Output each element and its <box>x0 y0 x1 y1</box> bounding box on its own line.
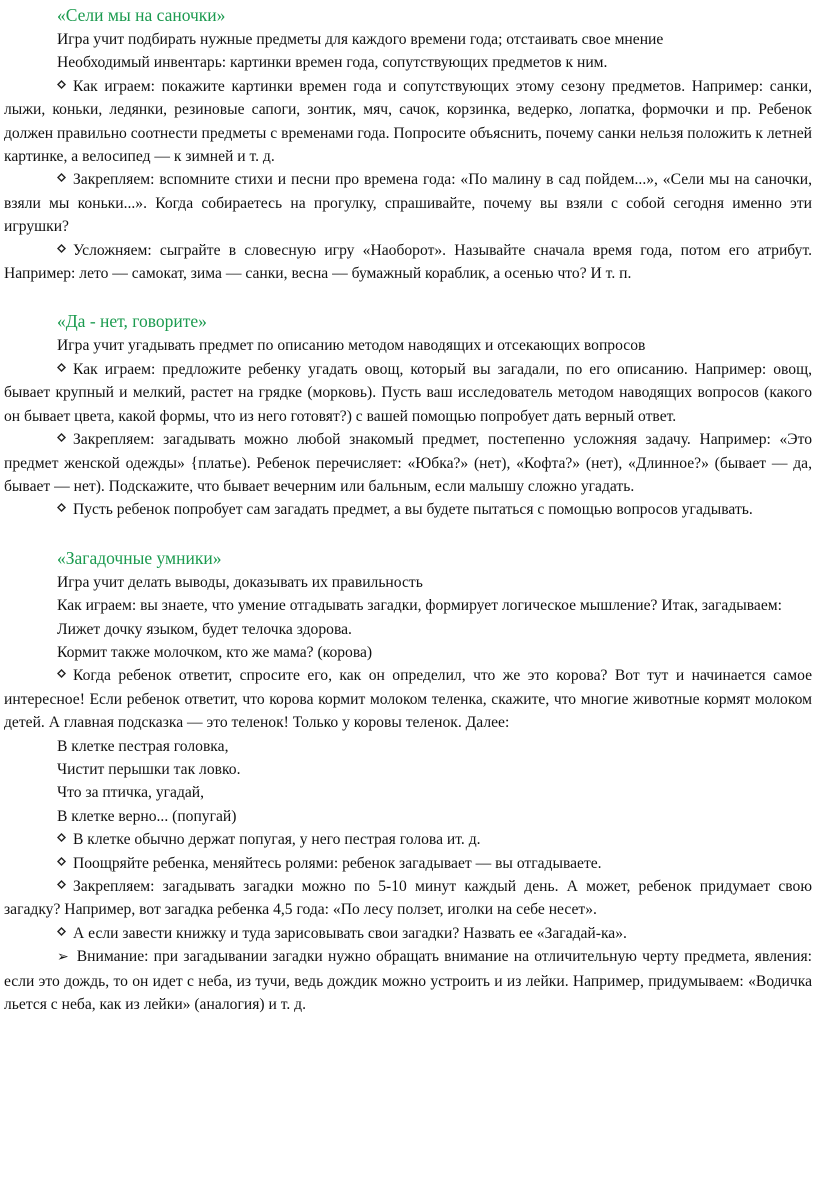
diamond-bullet-icon <box>57 927 66 936</box>
riddle-line: Что за птичка, угадай, <box>57 784 205 802</box>
paragraph-parrot-explain: В клетке обычно держат попугая, у него пестрая голова ит. д. <box>57 828 812 851</box>
diamond-bullet-icon <box>57 880 66 889</box>
inventory-line: Необходимый инвентарь: картинки времен года, сопутствующих предметов к ним. <box>57 54 608 72</box>
riddle-line: В клетке верно... (попугай) <box>57 807 237 825</box>
section-sanochki <box>0 2 816 285</box>
diamond-bullet-icon <box>57 80 66 89</box>
game-goal: Игра учит угадывать предмет по описанию методом наводящих и отсекающих вопросов <box>57 337 646 355</box>
paragraph-how-to-play: Как играем: покажите картинки времен года и сопутствующих этому сезону предметов. Например: санки, лыжи, коньки, ледянки, резиновые сапоги, зонтик, мяч, сачок, корзинка, ведерко, лопатка, формочки и пр. Ребенок должен правильно соотнести предметы с временами года. Попросите объяснить, почему санки нельзя положить к летней картинке, а велосипед — к зимней и т. д. <box>4 77 812 166</box>
paragraph-swap-roles: Поощряйте ребенка, меняйтесь ролями: ребенок загадывает — вы отгадываете. <box>57 852 812 875</box>
paragraph-attention: ➢ Внимание: при загадывании загадки нужно обращать внимание на отличительную черту предмета, явления: если это дождь, то он идет с неба, из тучи, ведь дождик можно устроить и из лейки. Например, придумываем: «Водичка льется с неба, как из лейки» (аналогия) и т. д. <box>4 948 812 1014</box>
paragraph-child-guess: Пусть ребенок попробует сам загадать предмет, а вы будете пытаться с помощью вопросов угадывать. <box>4 498 812 521</box>
paragraph-how-to-play: Как играем: вы знаете, что умение отгадывать загадки, формирует логическое мышление? Итак, загадываем: <box>57 597 782 615</box>
diamond-bullet-icon <box>57 833 66 842</box>
diamond-bullet-icon <box>57 244 66 253</box>
paragraph-complicate: Усложняем: сыграйте в словесную игру «Наоборот». Называйте сначала время года, потом его атрибут. Например: лето — самокат, зима — санки, весна — бумажный кораблик, а осенью что? И т. п. <box>4 241 812 283</box>
paragraph-reinforce: Закрепляем: загадывать можно любой знакомый предмет, постепенно усложняя задачу. Например: «Это предмет женской одежды» {платье). Ребенок перечисляет: «Юбка?» (нет), «Кофта?» (нет), «Длинное?» (бывает — да, бывает — нет). Подскажите, что бывает вечерним или бальным, если малышу сложно угадать. <box>4 431 812 495</box>
paragraph-riddle-book: А если завести книжку и туда зарисовывать свои загадки? Назвать ее «Загадай-ка». <box>57 922 812 945</box>
riddle-parrot <box>57 735 812 829</box>
riddle-line: Кормит также молочком, кто же мама? (корова) <box>57 643 373 661</box>
section-title: «Сели мы на саночки» <box>57 5 226 25</box>
diamond-bullet-icon <box>57 363 66 372</box>
paragraph-reinforce: Закрепляем: загадывать загадки можно по 5-10 минут каждый день. А может, ребенок придумает свою загадку? Например, вот загадка ребенка 4,5 года: «По лесу ползет, иголки на себе несет». <box>4 878 812 919</box>
section-da-net <box>0 308 816 521</box>
diamond-bullet-icon <box>57 173 66 182</box>
paragraph-reinforce: Закрепляем: вспомните стихи и песни про времена года: «По малину в сад пойдем...», «Сели мы на саночки, взяли мы коньки...». Когда собираетесь на прогулку, спрашивайте, почему вы взяли с собой сегодня именно эти игрушки? <box>4 171 812 236</box>
arrow-bullet-icon: ➢ <box>57 949 69 966</box>
riddle-line: Лижет дочку языком, будет телочка здорова. <box>57 620 352 638</box>
diamond-bullet-icon <box>57 857 66 866</box>
section-zagadochnye <box>0 545 816 1017</box>
paragraph-cow-explain: Когда ребенок ответит, спросите его, как он определил, что же это корова? Вот тут и начинается самое интересное! Если ребенок ответит, что корова кормит молоком теленка, скажите, что многие животные кормят молоком детей. А главная подсказка — это теленок! Только у коровы теленок. Далее: <box>4 667 812 732</box>
diamond-bullet-icon <box>57 433 66 442</box>
paragraph-how-to-play: Как играем: предложите ребенку угадать овощ, который вы загадали, по его описанию. Например: овощ, бывает крупный и мелкий, растет на грядке (морковь). Пусть ваш исследователь методом наводящих вопросов (какого он бывает цвета, какой формы, что из него готовят?) с вашей помощью попробует дать верный ответ. <box>4 360 812 425</box>
section-title: «Да - нет, говорите» <box>57 311 207 332</box>
riddle-line: В клетке пестрая головка, <box>57 737 229 755</box>
riddle-cow <box>57 618 812 665</box>
diamond-bullet-icon <box>57 503 66 512</box>
diamond-bullet-icon <box>57 669 66 678</box>
section-title: «Загадочные умники» <box>57 547 222 568</box>
riddle-line: Чистит перышки так ловко. <box>57 760 241 778</box>
game-goal: Игра учит делать выводы, доказывать их правильность <box>57 573 423 591</box>
game-goal: Игра учит подбирать нужные предметы для каждого времени года; отстаивать свое мнение <box>57 31 664 48</box>
